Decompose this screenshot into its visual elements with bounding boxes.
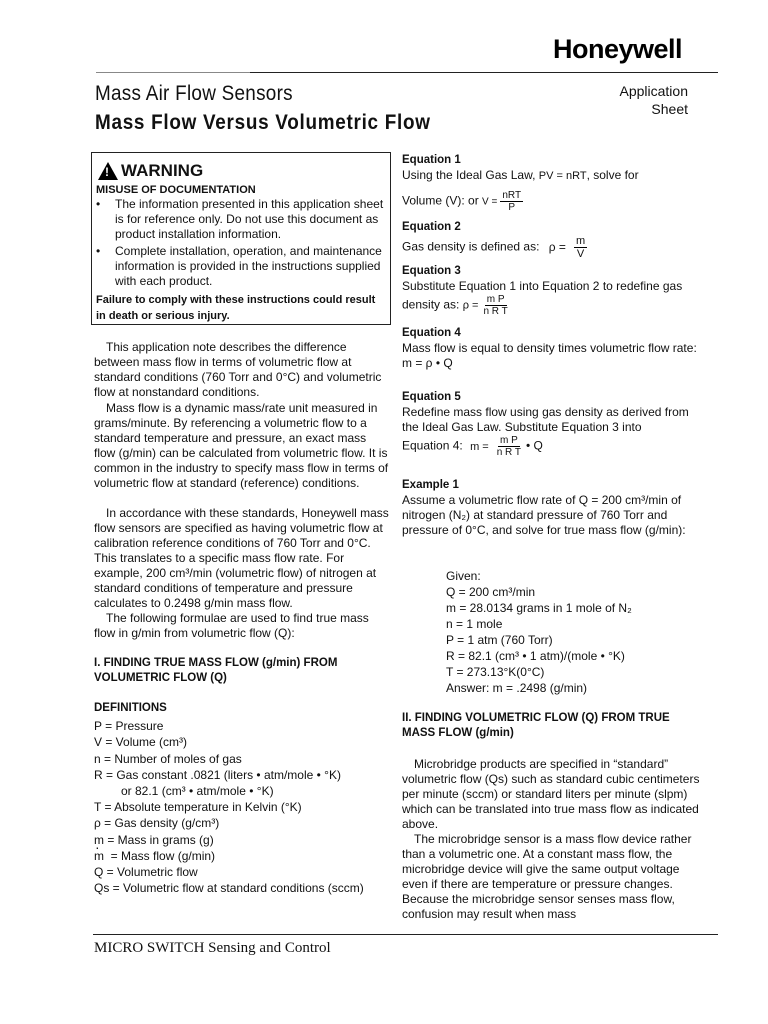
example-1: [402, 478, 700, 538]
equation-5: [402, 390, 700, 458]
header-rule-left: [96, 72, 256, 73]
microbridge-paragraph-2: The microbridge sensor is a mass flow device rather than a volumetric one. At a constant mass flow, the microbridge device will give the same output voltage even if there are temperature or pressure changes. Because the microbridge sensor senses mass flow, confusion may result when mass: [402, 832, 692, 921]
microbridge-paragraph-1: Microbridge products are specified in “standard” volumetric flow (Qs) such as standard cubic centimeters per minute (sccm) or standard liters per minute (slpm) which can be translated into true mass flow as indicated above.: [402, 757, 700, 831]
warning-bullet-1: • The information presented in this application sheet is for reference only. Do not use this document as product installation information.: [96, 197, 386, 242]
section-2-heading: II. FINDING VOLUMETRIC FLOW (Q) FROM TRUE MASS FLOW (g/min): [402, 712, 670, 739]
app-sheet-line1: Application: [619, 83, 688, 99]
def-temperature: T = Absolute temperature in Kelvin (°K): [94, 800, 302, 815]
equation-5-formula: [402, 435, 700, 458]
definitions: [94, 700, 394, 896]
eq1-tail: , solve for: [586, 168, 639, 182]
footer-rule: [93, 934, 718, 935]
def-pressure: P = Pressure: [94, 719, 164, 734]
definitions-heading: DEFINITIONS: [94, 702, 167, 714]
equation-2: [402, 220, 700, 260]
formulae-paragraph: The following formulae are used to find true mass flow in g/min from volumetric flow (Q):: [94, 611, 369, 640]
def-moles: n = Number of moles of gas: [94, 751, 242, 766]
given-m: m = 28.0134 grams in 1 mole of N₂: [446, 601, 632, 615]
eq1-lhs: V =: [482, 196, 498, 208]
eq3-denominator: n R T: [483, 306, 508, 317]
def-density: ρ = Gas density (g/cm³): [94, 816, 220, 831]
eq3-fraction: [481, 294, 509, 317]
mass-flow-symbol: · m: [94, 848, 104, 864]
eq1-numerator: nRT: [502, 190, 522, 201]
warning-bullet-1-text: The information presented in this application sheet is for reference only. Do not use this document as product installation information.: [115, 197, 384, 241]
equation-5-text: Redefine mass flow using gas density as derived from the Ideal Gas Law. Substitute Equation 3 into: [402, 405, 689, 434]
equation-3: [402, 264, 700, 317]
given-n: n = 1 mole: [446, 617, 503, 631]
equation-2-heading: Equation 2: [402, 221, 461, 233]
eq2-fraction: [574, 235, 587, 260]
footer-text: MICRO SWITCH Sensing and Control: [94, 940, 331, 956]
eq3-numerator: m P: [486, 294, 505, 305]
given-label: Given:: [446, 569, 481, 583]
equation-4: [402, 326, 700, 371]
def-mass-flow: [94, 848, 394, 864]
warning-heading: [98, 161, 203, 181]
given-answer: Answer: m = .2498 (g/min): [446, 681, 588, 695]
app-sheet-line2: Sheet: [651, 101, 688, 117]
eq1-fraction: [500, 190, 523, 213]
warning-subheading: MISUSE OF DOCUMENTATION: [96, 184, 256, 196]
eq5-denominator: n R T: [496, 447, 521, 458]
mass-flow-paragraph: Mass flow is a dynamic mass/rate unit measured in grams/minute. By referencing a volumetric flow to a standard temperature and pressure, an exact mass flow (g/min) can be calculated from volumetric flow. It is common in the industry to specify mass flow in terms of volumetric flow at standard (reference) conditions.: [94, 401, 389, 490]
header-rule: [250, 72, 718, 73]
eq1-denominator: P: [508, 202, 516, 213]
given-t: T = 273.13°K(0°C): [446, 665, 545, 679]
microbridge-paragraphs: [402, 757, 702, 922]
example-1-heading: Example 1: [402, 479, 459, 491]
document-subtitle: Mass Flow Versus Volumetric Flow: [95, 111, 431, 134]
eq2-lhs: ρ =: [548, 239, 566, 254]
application-sheet-label: [600, 82, 688, 118]
eq5-fraction: [495, 435, 523, 458]
equation-1-volume: [402, 190, 700, 213]
intro-paragraph: This application note describes the difference between mass flow in terms of volumetric flow at standard conditions (760 Torr and 0°C) and volumetric flow at nonstandard conditions.: [94, 340, 382, 399]
given-q: Q = 200 cm³/min: [446, 585, 536, 599]
equation-4-heading: Equation 4: [402, 327, 461, 339]
section-1-heading: I. FINDING TRUE MASS FLOW (g/min) FROM VOLUMETRIC FLOW (Q): [94, 657, 338, 684]
ideal-gas-law: PV = nRT: [538, 170, 587, 182]
equation-4-text: [402, 341, 700, 371]
warning-failure-text: Failure to comply with these instructions could result in death or serious injury.: [96, 294, 376, 322]
equation-1-heading: Equation 1: [402, 154, 461, 166]
equation-5-heading: Equation 5: [402, 391, 461, 403]
warning-triangle-icon: !: [98, 162, 118, 180]
equation-3-text: [402, 279, 700, 317]
example-1-text: Assume a volumetric flow rate of Q = 200 cm³/min of nitrogen (N₂) at standard pressure of 760 Torr and pressure of 0°C, and solve for true mass flow (g/min):: [402, 493, 686, 537]
def-standard-flow: Qs = Volumetric flow at standard conditions (sccm): [94, 881, 364, 896]
eq5-lhs: m =: [470, 440, 489, 453]
eq2-denominator: V: [576, 248, 585, 260]
warning-bullet-2: • Complete installation, operation, and maintenance information is provided in the instructions supplied with each product.: [96, 244, 386, 289]
eq5-numerator: m P: [499, 435, 518, 446]
warning-title: WARNING: [121, 161, 204, 180]
eq4-formula: m = ρ • Q: [402, 356, 453, 370]
given-r: R = 82.1 (cm³ • 1 atm)/(mole • °K): [446, 649, 625, 663]
honeywell-logo: Honeywell: [553, 34, 683, 64]
standards-paragraph: In accordance with these standards, Honeywell mass flow sensors are specified as having volumetric flow at calibration reference conditions of 760 Torr and 0°C. This translates to a specific mass flow rate. For example, 200 cm³/min (volumetric flow) of nitrogen at standard conditions of temperature and pressure calculates to 0.2498 g/min mass flow.: [94, 506, 389, 610]
def-gas-constant: R = Gas constant .0821 (liters • atm/mole • °K): [94, 767, 341, 782]
equation-1-text: [402, 168, 700, 184]
eq1-intro: Using the Ideal Gas Law,: [402, 168, 536, 182]
equation-2-text: [402, 235, 700, 260]
def-volume: V = Volume (cm³): [94, 735, 188, 750]
def-volumetric-flow: Q = Volumetric flow: [94, 865, 198, 880]
eq1-volume-label: Volume (V): or: [402, 193, 479, 208]
warning-bullet-2-text: Complete installation, operation, and maintenance information is provided in the instructions supplied with each product.: [115, 244, 382, 288]
def-mass: m = Mass in grams (g): [94, 832, 214, 847]
eq4-intro: Mass flow is equal to density times volumetric flow rate:: [402, 341, 697, 355]
document-title: Mass Air Flow Sensors: [95, 82, 293, 105]
def-gas-constant-alt: or 82.1 (cm³ • atm/mole • °K): [121, 784, 274, 799]
given-p: P = 1 atm (760 Torr): [446, 633, 553, 647]
example-given-values: [446, 568, 632, 696]
eq3-lhs: ρ =: [462, 299, 479, 312]
eq5-label: Equation 4:: [402, 438, 463, 453]
def-mass-flow-text: = Mass flow (g/min): [110, 848, 216, 863]
eq2-intro: Gas density is defined as:: [402, 239, 540, 254]
equation-3-heading: Equation 3: [402, 265, 461, 277]
equation-1: [402, 153, 700, 213]
eq3-intro: Substitute Equation 1 into Equation 2 to redefine gas density as:: [402, 279, 683, 312]
eq5-tail: • Q: [526, 438, 543, 453]
eq2-numerator: m: [575, 235, 586, 247]
